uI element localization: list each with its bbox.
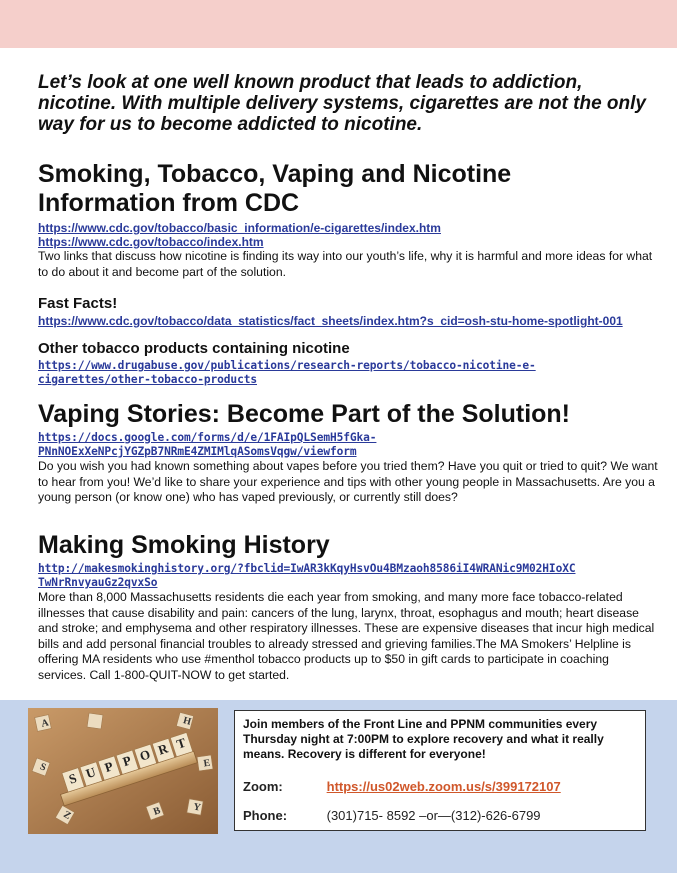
- history-heading: Making Smoking History: [38, 531, 330, 559]
- history-description: More than 8,000 Massachusetts residents die each year from smoking, and many more face tobacco-related illnesses that cause disability and pain: cancers of the lung, larynx, throat, esophagus and mouth; heart disease and stroke; and emphysema and other respiratory illnesses. These are expensive diseases that incur high medical bills and add personal financial troubles to already stressed and grieving families.The MA Smokers’ Helpline is offering MA residents who use #menthol tobacco products up to $50 in gift cards to participate in coaching services. Call 1-800-QUIT-NOW to get started.: [38, 590, 655, 682]
- zoom-meeting-link[interactable]: https://us02web.zoom.us/s/399172107: [326, 779, 561, 794]
- cdc-tobacco-link[interactable]: https://www.cdc.gov/tobacco/index.htm: [38, 235, 264, 249]
- fast-facts-link[interactable]: https://www.cdc.gov/tobacco/data_statistics/fact_sheets/index.htm?s_cid=osh-stu-home-spotlight-001: [38, 314, 623, 328]
- phone-label: Phone:: [243, 808, 288, 823]
- scattered-tile-letter: S: [38, 761, 48, 774]
- scattered-tile-letter: Y: [192, 801, 202, 814]
- meeting-info-box: [234, 710, 646, 831]
- cdc-heading-line2: Information from CDC: [38, 189, 300, 217]
- zoom-label: Zoom:: [243, 779, 283, 794]
- scattered-tile-letter: A: [40, 717, 50, 730]
- vaping-form-link-line1[interactable]: https://docs.google.com/forms/d/e/1FAIpQLSemH5fGka-: [38, 431, 377, 444]
- vaping-section: [38, 400, 658, 506]
- support-tiles-photo: [28, 708, 218, 834]
- scattered-tile-letter: B: [151, 805, 163, 818]
- intro-paragraph: Let’s look at one well known product that leads to addiction, nicotine. With multiple delivery systems, cigarettes are not the only way for us to become addicted to nicotine.: [38, 72, 646, 135]
- drugabuse-link-line2[interactable]: cigarettes/other-tobacco-products: [38, 373, 257, 386]
- other-products-heading: Other tobacco products containing nicotine: [38, 340, 350, 357]
- phone-numbers: (301)715- 8592 –or—(312)-626-6799: [326, 808, 541, 823]
- tile-letter: S: [66, 770, 79, 787]
- cdc-description: Two links that discuss how nicotine is finding its way into our youth’s life, why it is harmful and more ideas for what to do about it and become part of the solution.: [38, 249, 653, 279]
- history-link-line1[interactable]: http://makesmokinghistory.org/?fbclid=IwAR3kKqyHsvOu4BMzaoh8586iI4WRANic9M02HIoXC: [38, 562, 576, 575]
- tile-letter: U: [83, 764, 98, 782]
- scattered-tile-letter: Z: [61, 809, 73, 822]
- tile-letter: O: [137, 746, 153, 764]
- phone-row: [243, 808, 541, 823]
- meeting-description: Join members of the Front Line and PPNM communities every Thursday night at 7:00PM to explore recovery and what it really means. Recovery is different for everyone!: [243, 717, 604, 761]
- zoom-row: [243, 779, 561, 794]
- drugabuse-link-line1[interactable]: https://www.drugabuse.gov/publications/research-reports/tobacco-nicotine-e-: [38, 359, 536, 372]
- other-products-section: [38, 340, 658, 387]
- tile-letter: P: [102, 758, 115, 776]
- scattered-tile-letter: E: [202, 757, 212, 770]
- top-color-band: [0, 0, 677, 48]
- history-section: [38, 531, 658, 683]
- history-link-line2[interactable]: TwNrRnvyauGz2qvxSo: [38, 576, 158, 589]
- vaping-description: Do you wish you had known something about vapes before you tried them? Have you quit or tried to quit? We want to hear from you! We’d like to share your experience and tips with other young people in Massachusetts. Are you a young person (or know one) who has vaped previously, or currently still does?: [38, 459, 658, 504]
- cdc-section: [38, 160, 658, 280]
- tile-letter: T: [174, 734, 188, 752]
- cdc-heading-line1: Smoking, Tobacco, Vaping and Nicotine: [38, 160, 512, 188]
- fast-facts-heading: Fast Facts!: [38, 295, 118, 312]
- tile-letter: P: [120, 752, 133, 770]
- scattered-tile-letter: H: [181, 715, 193, 728]
- fast-facts-section: [38, 295, 658, 328]
- vaping-heading: Vaping Stories: Become Part of the Solution!: [38, 400, 571, 428]
- tile-letter: R: [156, 740, 170, 758]
- cdc-ecig-link[interactable]: https://www.cdc.gov/tobacco/basic_information/e-cigarettes/index.htm: [38, 221, 441, 235]
- vaping-form-link-line2[interactable]: PNnNOExXeNPcjYGZpB7NRmE4ZMIMlqASomsVqgw/viewform: [38, 445, 357, 458]
